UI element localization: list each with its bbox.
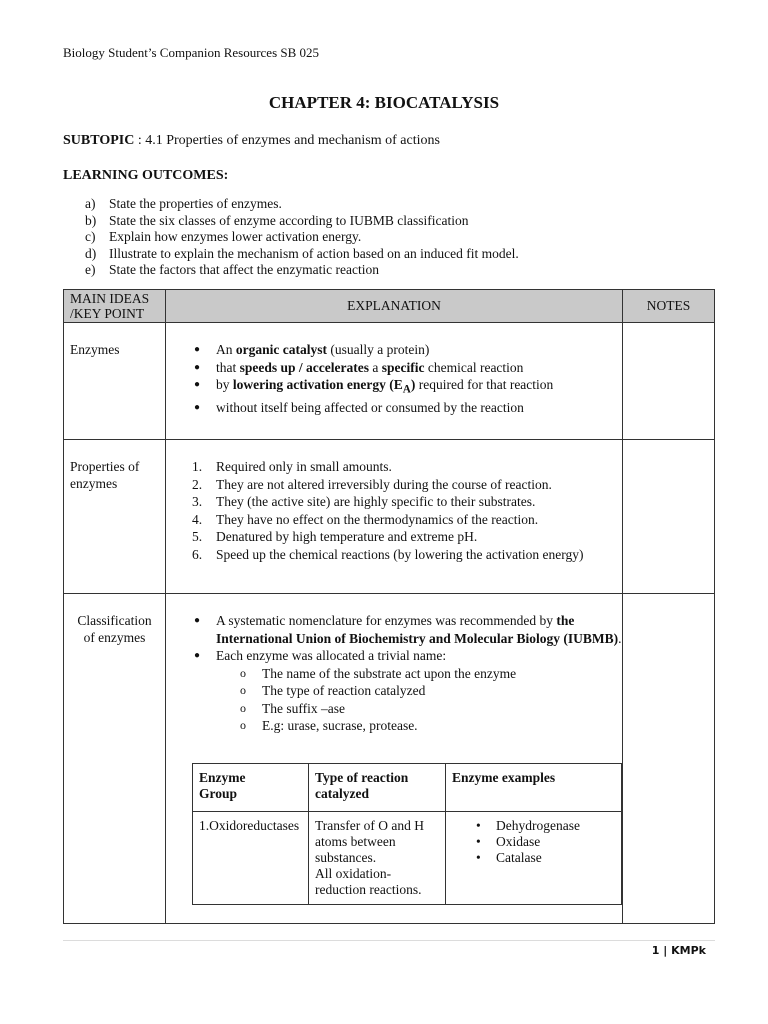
example-item: • Catalase: [496, 850, 615, 866]
outcome-letter: d): [85, 245, 97, 261]
row-notes-enzymes: [623, 323, 715, 440]
outcome-item: [85, 262, 519, 279]
bullet-bold: speeds up / accelerates: [239, 359, 369, 375]
bullet-text: that: [216, 359, 240, 375]
inner-cell-reaction: [309, 811, 446, 904]
classification-bullets: [166, 612, 622, 735]
notes-table: [63, 289, 715, 924]
item-number: 6.: [192, 546, 203, 562]
inner-header-row: [193, 763, 622, 811]
outcome-text: State the factors that affect the enzymatic reaction: [109, 262, 379, 277]
row-explanation-enzymes: [166, 323, 623, 440]
enzyme-class-table: [192, 763, 622, 905]
label-line: enzymes: [70, 476, 118, 491]
outcome-letter: a): [85, 196, 96, 211]
bullet-text: .: [618, 630, 622, 646]
subtopic-line: [63, 133, 440, 149]
table-header-row: [64, 290, 715, 323]
header-main-ideas-line2: /KEY POINT: [70, 306, 145, 321]
bullet-text: a: [368, 359, 382, 375]
bullet-bold: the International Union of Biochemistry and Molecular Biology (IUBMB): [216, 613, 619, 646]
bullet-bold: ): [410, 377, 416, 392]
outcome-item: [85, 246, 519, 263]
header-explanation: EXPLANATION: [166, 290, 623, 323]
bullet-text: chemical reaction: [424, 359, 524, 375]
page-number: 1: [651, 944, 660, 957]
table-row-enzymes: [64, 323, 715, 440]
outcome-letter: b): [85, 212, 97, 228]
label-line: Classification: [77, 613, 152, 628]
outcome-item: [85, 196, 519, 213]
sub-item: o The type of reaction catalyzed: [262, 682, 622, 700]
row-label-classification: [64, 594, 166, 924]
outcome-letter: e): [85, 262, 96, 277]
reaction-line: reduction reactions.: [315, 881, 422, 897]
outcome-item: [85, 229, 519, 246]
item-number: 2.: [192, 476, 203, 492]
naming-sub-list: [216, 665, 622, 735]
footer-separator: |: [659, 944, 672, 957]
bullet-bold: specific: [381, 359, 425, 375]
inner-header-examples: Enzyme examples: [446, 763, 622, 811]
label-line: of enzymes: [83, 630, 146, 645]
numbered-item: [192, 458, 622, 476]
outcome-text: Explain how enzymes lower activation energy.: [109, 229, 362, 244]
subtopic-separator: :: [134, 133, 146, 148]
item-text: They have no effect on the thermodynamics of the reaction.: [216, 511, 539, 527]
item-text: Required only in small amounts.: [216, 459, 392, 474]
inner-header-group: [193, 763, 309, 811]
item-text: Speed up the chemical reactions (by lowering the activation energy): [216, 546, 584, 562]
sub-item: o The name of the substrate act upon the enzyme: [262, 665, 622, 683]
header-main-ideas-line1: MAIN IDEAS: [70, 291, 150, 306]
item-text: Denatured by high temperature and extreme pH.: [216, 529, 478, 544]
table-row-properties: [64, 440, 715, 594]
numbered-item: [192, 528, 622, 546]
item-number: 3.: [192, 494, 203, 509]
row-notes-classification: [623, 594, 715, 924]
reaction-line: substances.: [315, 849, 377, 865]
row-explanation-classification: [166, 594, 623, 924]
bullet-text: required for that reaction: [415, 377, 554, 392]
bullet-item: [216, 359, 622, 377]
inner-header-text: Type of reaction: [315, 769, 409, 785]
bullet-text: by: [216, 377, 233, 392]
examples-list: [452, 818, 615, 866]
outcome-text: Illustrate to explain the mechanism of action based on an induced fit model.: [109, 245, 519, 261]
item-number: 1.: [192, 459, 203, 474]
numbered-item: [192, 476, 622, 494]
bullet-text: A systematic nomenclature for enzymes was recommended by: [216, 613, 557, 628]
row-label-enzymes: Enzymes: [64, 323, 166, 440]
page-footer: [652, 944, 706, 957]
outcome-text: State the properties of enzymes.: [109, 196, 282, 211]
bullet-bold: lowering activation energy (E: [232, 377, 403, 392]
subtopic-text: 4.1 Properties of enzymes and mechanism of actions: [145, 133, 440, 148]
footer-org: KMPk: [671, 944, 706, 957]
example-item: • Dehydrogenase: [496, 818, 615, 834]
bullet-item: [216, 647, 622, 735]
outcome-text: State the six classes of enzyme according to IUBMB classification: [109, 212, 469, 228]
subtopic-label: SUBTOPIC: [63, 133, 135, 148]
footer-divider: [63, 940, 715, 941]
reaction-line: Transfer of O and H: [315, 817, 424, 833]
bullet-item: [216, 376, 622, 399]
inner-header-type: [309, 763, 446, 811]
example-item: • Oxidase: [496, 834, 615, 850]
bullet-bold: organic catalyst: [235, 342, 327, 357]
numbered-item: [192, 511, 622, 529]
table-row-classification: [64, 594, 715, 924]
chapter-title: CHAPTER 4: BIOCATALYSIS: [268, 93, 500, 112]
bullet-item: [216, 612, 622, 647]
reaction-line: atoms between: [315, 833, 396, 849]
outcome-letter: c): [85, 229, 96, 244]
inner-header-text: Group: [199, 785, 238, 801]
learning-outcomes-title: LEARNING OUTCOMES:: [63, 168, 229, 183]
enzymes-bullets: [166, 341, 622, 417]
learning-outcomes-list: [85, 196, 519, 279]
header-main-ideas: [64, 290, 166, 323]
subscript-a: A: [402, 383, 411, 396]
item-text: They are not altered irreversibly during the course of reaction.: [216, 476, 552, 492]
row-label-properties: [64, 440, 166, 594]
item-number: 4.: [192, 511, 203, 527]
reaction-line: All oxidation-: [315, 865, 392, 881]
label-line: Properties of: [70, 459, 140, 474]
inner-header-text: Enzyme: [199, 769, 246, 785]
bullet-item: [216, 341, 622, 359]
row-explanation-properties: [166, 440, 623, 594]
item-number: 5.: [192, 529, 203, 544]
bullet-text: Each enzyme was allocated a trivial name:: [216, 648, 447, 663]
inner-header-text: catalyzed: [315, 785, 369, 801]
row-notes-properties: [623, 440, 715, 594]
running-header: Biology Student’s Companion Resources SB 025: [63, 45, 320, 60]
bullet-item: ● without itself being affected or consumed by the reaction: [216, 399, 622, 417]
sub-item: o The suffix –ase: [262, 700, 622, 718]
bullet-text: An: [216, 342, 236, 357]
outcome-item: [85, 213, 519, 230]
item-text: They (the active site) are highly specific to their substrates.: [216, 494, 536, 509]
inner-table-row: [193, 811, 622, 904]
sub-item: o E.g: urase, sucrase, protease.: [262, 717, 622, 735]
numbered-item: [192, 546, 622, 564]
numbered-item: [192, 493, 622, 511]
properties-list: [166, 458, 622, 563]
bullet-text: (usually a protein): [326, 342, 430, 357]
inner-cell-group: 1.Oxidoreductases: [193, 811, 309, 904]
header-notes: NOTES: [623, 290, 715, 323]
inner-cell-examples: [446, 811, 622, 904]
